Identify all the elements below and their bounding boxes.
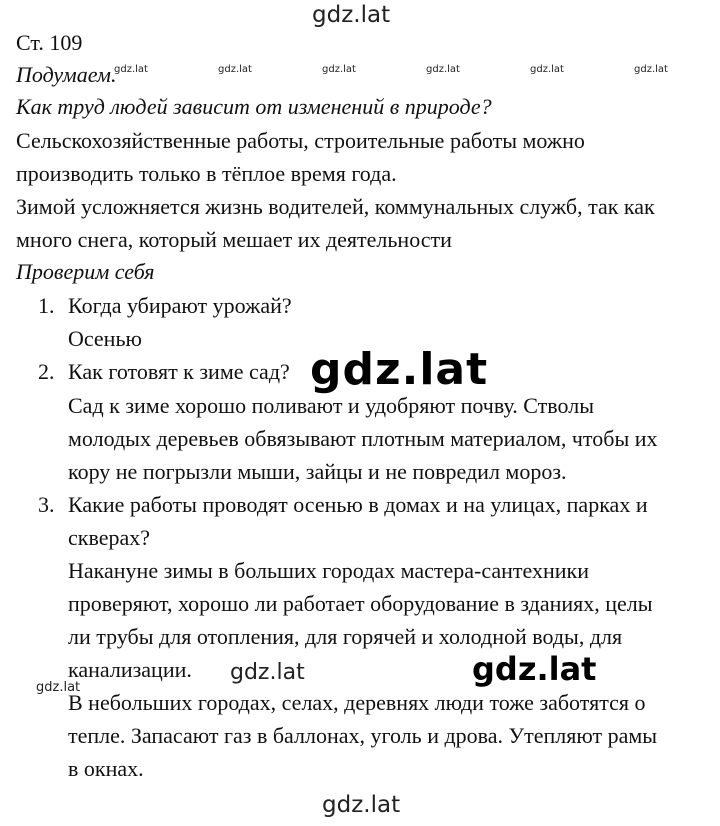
watermark-mid: gdz.lat: [230, 660, 305, 685]
answer-line: кору не погрызли мыши, зайцы и не повредил мороз.: [68, 459, 567, 484]
watermark-bottom: gdz.lat: [322, 792, 401, 818]
answer-line: В небольших городах, селах, деревнях люди тоже заботятся о: [68, 690, 646, 715]
think-answer-line: много снега, который мешает их деятельности: [16, 227, 452, 252]
think-heading: Подумаем.: [16, 62, 117, 87]
question-text: Какие работы проводят осенью в домах и на улицах, парках и: [68, 492, 648, 517]
think-answer-line: Зимой усложняется жизнь водителей, коммунальных служб, так как: [16, 194, 655, 219]
question-text: скверах?: [68, 525, 151, 550]
question-number: 1.: [38, 293, 55, 318]
check-heading: Проверим себя: [16, 259, 155, 284]
watermark-mid-large: gdz.lat: [472, 650, 597, 688]
question-text: Когда убирают урожай?: [68, 293, 292, 318]
answer-line: канализации.: [68, 657, 192, 682]
answer-line: Сад к зиме хорошо поливают и удобряют почву. Стволы: [68, 393, 594, 418]
watermark-small: gdz.lat: [114, 64, 148, 75]
question-text: Как готовят к зиме сад?: [68, 359, 290, 384]
answer-line: проверяют, хорошо ли работает оборудование в зданиях, целы: [68, 591, 653, 616]
think-answer-line: производить только в тёплое время года.: [16, 161, 397, 186]
watermark-large: gdz.lat: [310, 344, 489, 395]
think-answer-line: Сельскохозяйственные работы, строительные работы можно: [16, 128, 585, 153]
watermark-small: gdz.lat: [634, 64, 668, 75]
answer-line: молодых деревьев обвязывают плотным материалом, чтобы их: [68, 426, 658, 451]
watermark-small: gdz.lat: [218, 64, 252, 75]
page-reference: Ст. 109: [16, 30, 83, 55]
answer-line: ли трубы для отопления, для горячей и холодной воды, для: [68, 624, 623, 649]
answer-line: тепле. Запасают газ в баллонах, уголь и дрова. Утепляют рамы: [68, 723, 658, 748]
question-number: 2.: [38, 359, 55, 384]
answer-line: Осенью: [68, 326, 142, 351]
watermark-top: gdz.lat: [312, 2, 391, 28]
think-question: Как труд людей зависит от изменений в природе?: [16, 94, 492, 119]
watermark-left: gdz.lat: [36, 680, 81, 695]
watermark-small: gdz.lat: [530, 64, 564, 75]
watermark-small: gdz.lat: [322, 64, 356, 75]
answer-line: Накануне зимы в больших городах мастера-сантехники: [68, 558, 590, 583]
answer-line: в окнах.: [68, 756, 144, 781]
watermark-small: gdz.lat: [426, 64, 460, 75]
question-number: 3.: [38, 492, 55, 517]
